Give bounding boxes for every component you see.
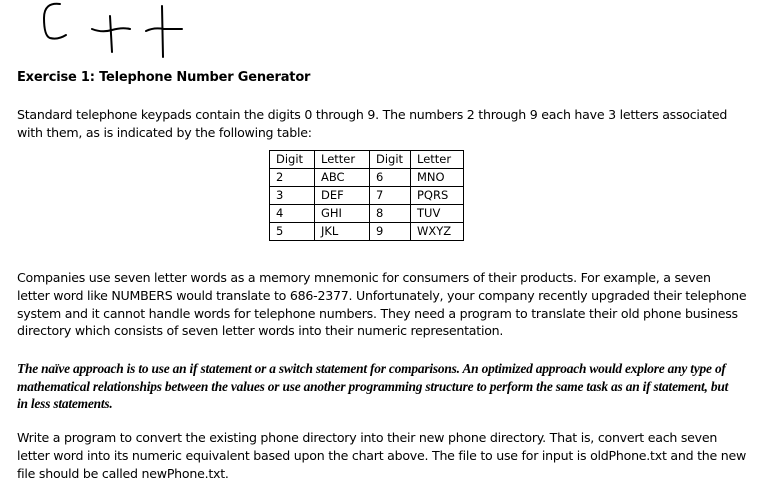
cell-letters: MNO xyxy=(411,169,464,187)
cell-digit: 9 xyxy=(370,223,411,241)
cell-letters: ABC xyxy=(315,169,370,187)
task-paragraph: Write a program to convert the existing phone directory into their new phone directory. That is, convert each seven letter word into its numeric equivalent based upon the chart above. The file to use for input is oldPhone.txt and the new file should be called newPhone.txt. xyxy=(17,430,747,481)
cell-letters: PQRS xyxy=(411,187,464,205)
intro-paragraph: Standard telephone keypads contain the digits 0 through 9. The numbers 2 through 9 each have 3 letters associated with them, as is indicated by the following table: xyxy=(17,107,728,140)
context-paragraph: Companies use seven letter words as a memory mnemonic for consumers of their products. For example, a seven letter word like NUMBERS would translate to 686-2377. Unfortunately, your company recently upgraded their telephone system and it cannot handle words for telephone numbers. They need a program to translate their old phone business directory which consists of seven letter words into their numeric representation. xyxy=(17,270,747,339)
cell-letters: WXYZ xyxy=(411,223,464,241)
cell-digit: 7 xyxy=(370,187,411,205)
table-header-row xyxy=(270,151,464,169)
header-digit: Digit xyxy=(270,151,315,169)
header-digit: Digit xyxy=(370,151,411,169)
cell-letters: DEF xyxy=(315,187,370,205)
cell-digit: 2 xyxy=(270,169,315,187)
table-row xyxy=(270,187,464,205)
cell-letters: TUV xyxy=(411,205,464,223)
cell-digit: 4 xyxy=(270,205,315,223)
header-letter: Letter xyxy=(315,151,370,169)
cell-digit: 3 xyxy=(270,187,315,205)
handwritten-cpp-label xyxy=(36,0,196,60)
table-row xyxy=(270,205,464,223)
header-letter: Letter xyxy=(411,151,464,169)
table-row xyxy=(270,169,464,187)
keypad-table xyxy=(269,150,464,241)
cell-digit: 6 xyxy=(370,169,411,187)
approach-note: The naïve approach is to use an if statement or a switch statement for comparisons. An optimized approach would explore any type of mathematical relationships between the values or use another programming structure to perform the same task as an if statement, but in less statements. xyxy=(17,361,729,411)
exercise-title: Exercise 1: Telephone Number Generator xyxy=(17,70,311,85)
cell-letters: GHI xyxy=(315,205,370,223)
cell-digit: 8 xyxy=(370,205,411,223)
table-row xyxy=(270,223,464,241)
cell-letters: JKL xyxy=(315,223,370,241)
cell-digit: 5 xyxy=(270,223,315,241)
